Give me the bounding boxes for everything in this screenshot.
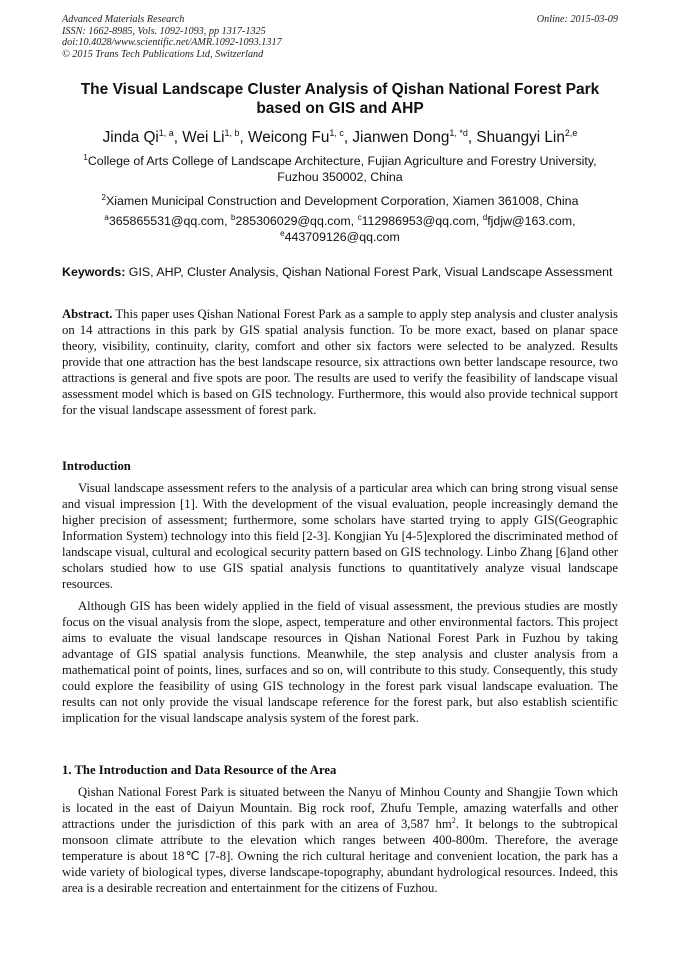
paper-title [40,80,640,118]
email-mark: e [280,229,285,238]
keywords-label: Keywords: [62,265,126,279]
affiliation-text: Fuzhou 350002, China [277,170,403,184]
affiliation-2 [62,193,618,209]
author-affil-mark: 1, c [329,128,344,138]
copyright: © 2015 Trans Tech Publications Ltd, Switzerland [62,48,264,60]
author [248,129,352,146]
author-name: Jinda Qi [102,129,159,146]
introduction-paragraph-2 [62,598,618,726]
email-mark: a [104,213,109,222]
introduction-paragraph-1 [62,480,618,592]
email-mark: c [357,213,362,222]
affiliation-mark: 1 [83,153,88,162]
affiliation-1 [62,153,618,185]
email-link[interactable]: 365865531@qq.com, [108,214,231,228]
author [103,129,183,146]
keywords [62,265,618,281]
affiliation-text: Xiamen Municipal Construction and Development Corporation, Xiamen 361008, China [105,194,579,208]
author-name: Wei Li [182,129,225,146]
author-list [40,128,640,148]
email-link[interactable]: fjdjw@163.com, [487,214,576,228]
author-name: Weicong Fu [248,129,330,146]
author-name: Jianwen Dong [352,129,450,146]
author-separator: , [173,129,183,146]
email-mark: d [482,213,488,222]
journal-name: Advanced Materials Research [62,14,185,25]
paragraph-text: Qishan National Forest Park is situated between the Nanyu of Minhou County and Shangjie Town which is located in the east of Daiyun Mountain. Big rock roof, Zhufu Temple, amazing waterfalls and other attractions under the jurisdiction of this park with an area of 3,587 hm [62,785,618,831]
section-1-paragraph [62,784,618,896]
section-heading-introduction: Introduction [62,459,131,473]
author [182,129,248,146]
superscript: 2 [451,816,456,825]
author [352,129,476,146]
author-affil-mark: 1, b [224,128,240,138]
online-date: Online: 2015-03-09 [536,14,618,25]
email-list [62,213,618,245]
journal-header [62,14,618,60]
author-separator: , [467,129,477,146]
abstract-label: Abstract. [62,307,113,321]
email-mark: b [231,213,236,222]
email-link[interactable]: 112986953@qq.com, [361,214,483,228]
doi: doi:10.4028/www.scientific.net/AMR.1092-1093.1317 [62,37,282,49]
issn-volumes: ISSN: 1662-8985, Vols. 1092-1093, pp 1317-1325 [62,25,266,37]
paragraph-text: Visual landscape assessment refers to the analysis of a particular area which can bring strong visual sense and visual impression [1]. With the development of the visual evaluation, people increasingly demand the higher precision of assessment; furthermore, some scholars have started trying to apply GIS(Geographic Information System) technology into this field [2-3]. Kongjian Yu [4-5]explored the discriminated method of landscape visual, cultural and ecological security pattern based on GIS technology. Linbo Zhang [6]and other scholars studied how to use GIS spatial analysis functions to quantitatively analyze visual landscape resources. [62,481,618,591]
section-heading-1: 1. The Introduction and Data Resource of the Area [62,763,337,777]
author-affil-mark: 2,e [564,128,578,138]
affiliation-mark: 2 [101,193,106,202]
abstract [62,306,618,418]
title-line-2: based on GIS and AHP [256,100,424,117]
abstract-text: This paper uses Qishan National Forest Park as a sample to apply step analysis and cluster analysis on 14 attractions in this park by GIS spatial analysis function. To be more exact, based on planar space theory, visibility, continuity, clarity, comfort and other six factors were selected to be analyzed. Results provide that one attraction has the best landscape resource, six attractions own better landscape resource, two attractions is general and five spots are poor. The results are used to verify the feasibility of landscape visual assessment model which is based on GIS technology. Furthermore, this would also provide technical support for the visual landscape assessment of forest park. [62,307,618,417]
author-separator: , [343,129,353,146]
title-line-1: The Visual Landscape Cluster Analysis of Qishan National Forest Park [80,81,600,98]
email-link[interactable]: 285306029@qq.com, [235,214,358,228]
paragraph-text: . It belongs to the subtropical monsoon climate attribute to the elevation which ranges between 400-800m. Therefore, the average temperature is about 18℃ [7-8]. Owning the rich cultural heritage and convenient location, the park has a wide variety of biological types, diverse landscape-topography, abundant hydrological resources. Indeed, this area is a desirable recreation and entertainment for the citizens of Fuzhou. [62,817,619,895]
paragraph-text: Although GIS has been widely applied in the field of visual assessment, the previous studies are mostly focus on the visual analysis from the slope, aspect, temperature and other environmental factors. This project aims to evaluate the visual landscape resources in Qishan National Forest Park in Fuzhou by taking advantage of GIS spatial analysis functions. Meanwhile, the step analysis and cluster analysis from a mathematical point of points, lines, surfaces and so on, will contribute to this study. Consequently, this study could explore the feasibility of using GIS technology in the forest park visual landscape evaluation. The results can not only provide the visual landscape reference for the forest park, but also establish scientific implication for the visual landscape analysis system of the forest park. [62,599,618,725]
author-affil-mark: 1, *d [449,128,468,138]
keywords-text: GIS, AHP, Cluster Analysis, Qishan National Forest Park, Visual Landscape Assessment [125,265,613,279]
author-affil-mark: 1, a [158,128,174,138]
author [476,129,577,146]
author-name: Shuangyi Lin [476,129,565,146]
affiliation-text: College of Arts College of Landscape Architecture, Fujian Agriculture and Forestry University, [87,154,597,168]
email-link[interactable]: 443709126@qq.com [284,230,400,244]
author-separator: , [239,129,249,146]
